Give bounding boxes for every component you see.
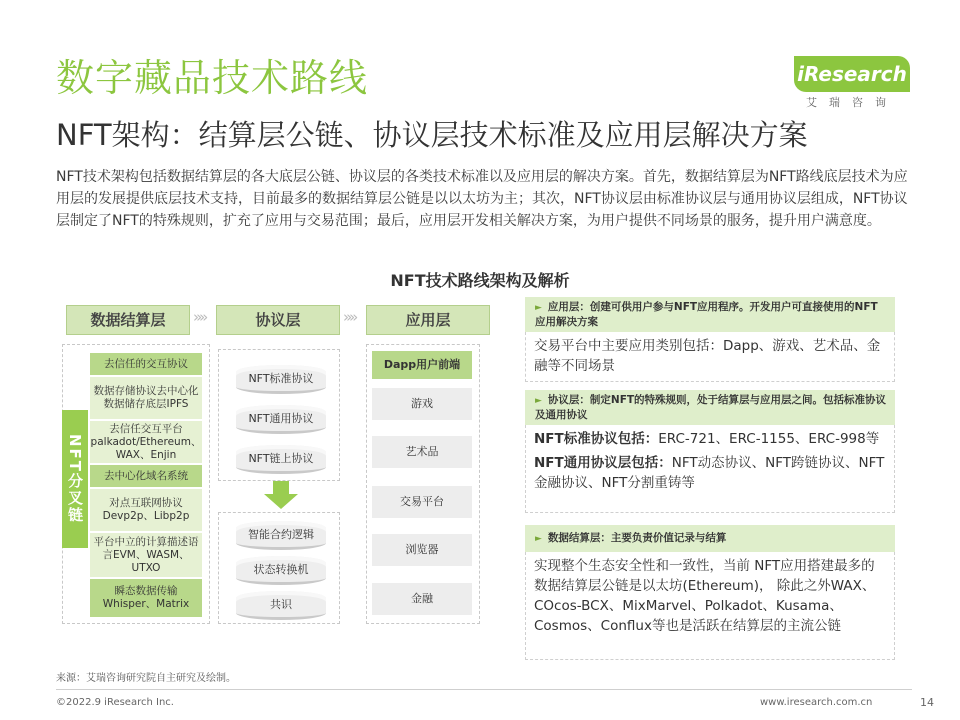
chevron-right-icon: »» [343,308,356,326]
page-number: 14 [920,696,934,709]
source-note: 来源：艾瑞咨询研究院自主研究及绘制。 [56,673,236,684]
application-tile: 金融 [372,583,472,615]
website-link[interactable]: www.iresearch.com.cn [760,697,873,708]
logo-subtitle: 艾瑞咨询 [806,96,898,109]
column-head-application: 应用层 [366,305,490,335]
info-box-body: 实现整个生态安全性和一致性，当前 NFT应用搭建最多的数据结算层公链是以太坊(Ethereum)， 除此之外WAX、COcos-BCX、MixMarvel、Polkadot、Kusama、Cosmos、Conflux等也是活跃在结算层的主流公链 [525,552,895,660]
protocol-general-line: NFT通用协议层包括：NFT动态协议、NFT跨链协议、NFT金融协议、NFT分割重铸等 [534,455,885,491]
info-box-settlement [525,525,895,660]
protocol-cylinder: 共识 [236,591,326,620]
application-tile: 交易平台 [372,486,472,518]
info-box-application [525,297,895,382]
protocol-cylinder: 状态转换机 [236,556,326,585]
application-tile: 艺术品 [372,436,472,468]
column-head-protocol: 协议层 [216,305,340,335]
protocol-cylinder: 智能合约逻辑 [236,521,326,550]
info-box-heading: ► 协议层：制定NFT的特殊规则，处于结算层与应用层之间。包括标准协议及通用协议 [525,390,895,425]
protocol-cylinder: NFT标准协议 [236,365,326,394]
settlement-item: 数据存储协议去中心化数据储存底层IPFS [90,377,202,419]
settlement-item: 去信任的交互协议 [90,353,202,375]
info-box-body [525,425,895,513]
protocol-standard-line: NFT标准协议包括：ERC-721、ERC-1155、ERC-998等 [534,431,880,447]
triangle-bullet-icon: ► [535,534,542,544]
column-head-settlement: 数据结算层 [66,305,190,335]
protocol-cylinder: NFT链上协议 [236,445,326,474]
triangle-bullet-icon: ► [535,396,542,406]
page-subtitle: NFT架构：结算层公链、协议层技术标准及应用层解决方案 [56,118,808,152]
iresearch-logo [794,52,910,112]
settlement-item: 去中心化域名系统 [90,465,202,487]
footer-divider [56,689,912,690]
info-box-body: 交易平台中主要应用类别包括：Dapp、游戏、艺术品、金融等不同场景 [525,332,895,382]
info-box-heading: ► 数据结算层：主要负责价值记录与结算 [525,525,895,552]
diagram-title: NFT技术路线架构及解析 [390,271,570,290]
settlement-item: 对点互联网协议Devp2p、Libp2p [90,489,202,531]
protocol-cylinder: NFT通用协议 [236,405,326,434]
logo-wordmark: iResearch [794,56,910,92]
application-tile: 游戏 [372,388,472,420]
settlement-item: 平台中立的计算描述语言EVM、WASM、UTXO [90,533,202,577]
triangle-bullet-icon: ► [535,303,542,313]
settlement-item: 瞬态数据传输Whisper、Matrix [90,579,202,617]
page-title: 数字藏品技术路线 [56,56,369,100]
arrow-down-icon [263,481,299,509]
application-head-tile: Dapp用户前端 [372,351,472,379]
copyright-text: ©2022.9 iResearch Inc. [56,697,174,708]
application-panel [366,344,480,624]
info-box-protocol [525,390,895,513]
chevron-right-icon: »» [193,308,206,326]
info-box-heading: ► 应用层：创建可供用户参与NFT应用程序。开发用户可直接使用的NFT应用解决方案 [525,297,895,332]
settlement-chain-label: NFT分叉链 [62,410,88,548]
intro-paragraph: NFT技术架构包括数据结算层的各大底层公链、协议层的各类技术标准以及应用层的解决方案。首先，数据结算层为NFT路线底层技术为应用层的发展提供底层技术支持，目前最多的数据结算层公链是以以太坊为主；其次，NFT协议层由标准协议层与通用协议层组成，NFT协议层制定了NFT的特殊规则，扩充了应用与交易范围；最后，应用层开发相关解决方案，为用户提供不同场景的服务，提升用户满意度。 [56,169,908,229]
application-tile: 浏览器 [372,534,472,566]
settlement-item: 去信任交互平台palkadot/Ethereum、WAX、Enjin [90,421,202,463]
